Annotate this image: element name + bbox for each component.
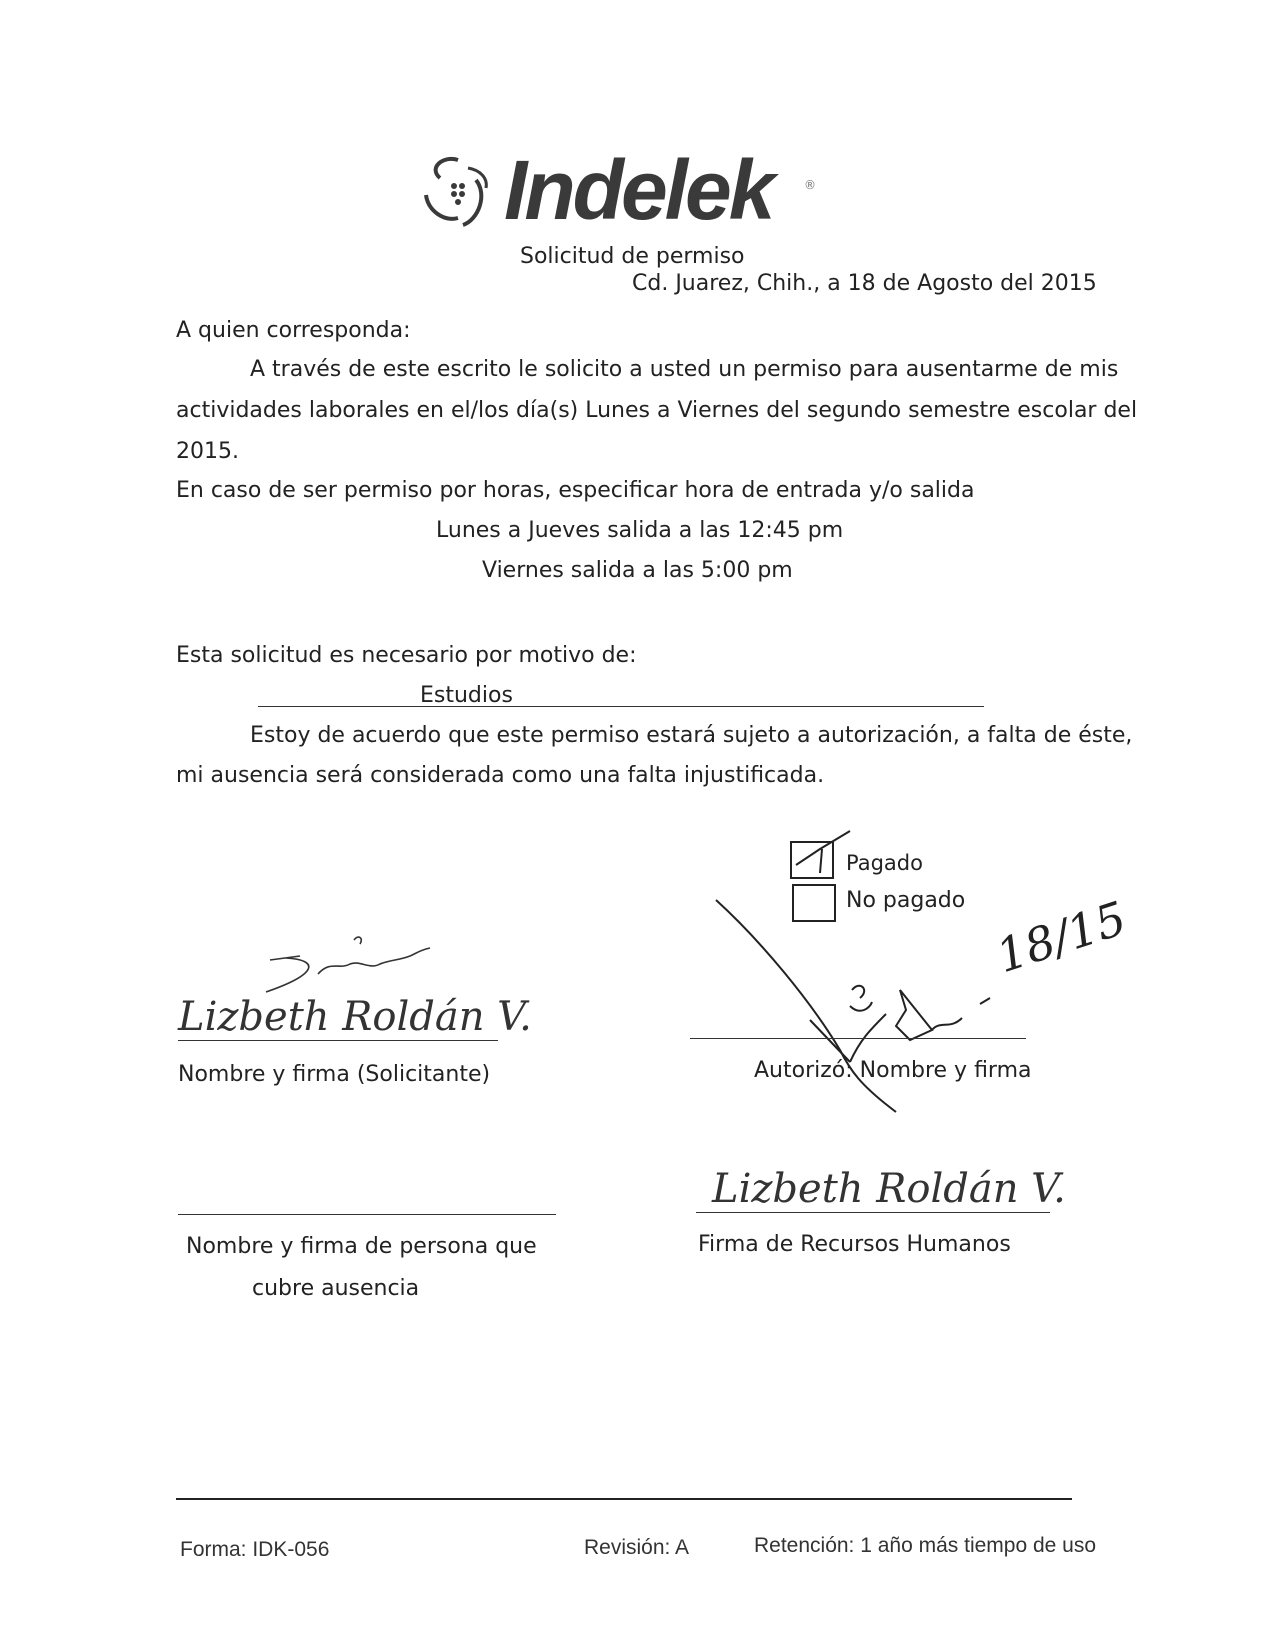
authorizer-signature-line — [690, 1038, 1026, 1039]
registered-symbol: ® — [804, 178, 816, 192]
unpaid-label: No pagado — [846, 888, 966, 913]
form-number: Forma: IDK-056 — [180, 1538, 330, 1561]
paid-label: Pagado — [846, 851, 923, 875]
hr-signature-name: Lizbeth Roldán V. — [712, 1166, 1066, 1212]
hr-label: Firma de Recursos Humanos — [698, 1232, 1011, 1257]
place-date: Cd. Juarez, Chih., a 18 de Agosto del 2015 — [632, 271, 1097, 296]
cover-signature-line — [178, 1214, 556, 1215]
hr-signature-line — [696, 1212, 1050, 1213]
greeting: A quien corresponda: — [176, 318, 411, 343]
request-line-3: 2015. — [176, 439, 239, 464]
paid-checkbox[interactable] — [790, 841, 834, 879]
company-logo — [418, 143, 816, 240]
hours-intro: En caso de ser permiso por horas, especificar hora de entrada y/o salida — [176, 478, 975, 503]
hours-line-2: Viernes salida a las 5:00 pm — [482, 558, 793, 583]
request-line-2: actividades laborales en el/los día(s) Lunes a Viernes del segundo semestre escolar del — [176, 398, 1138, 423]
cover-label-line-2: cubre ausencia — [252, 1276, 420, 1301]
reason-underline — [258, 706, 984, 707]
footer-rule — [176, 1498, 1072, 1500]
cover-label-line-1: Nombre y firma de persona que — [186, 1234, 537, 1259]
reason-label: Esta solicitud es necesario por motivo de: — [176, 643, 637, 668]
applicant-label: Nombre y firma (Solicitante) — [178, 1062, 491, 1087]
swirl-icon — [418, 150, 498, 240]
logo-text: Indelek — [504, 143, 773, 237]
applicant-signature-line — [178, 1040, 498, 1041]
applicant-signature-name: Lizbeth Roldán V. — [178, 994, 532, 1040]
authorizer-date: 18/15 — [989, 890, 1133, 984]
document-title: Solicitud de permiso — [520, 244, 745, 269]
reason-value: Estudios — [420, 683, 513, 708]
agreement-line-1: Estoy de acuerdo que este permiso estará sujeto a autorización, a falta de éste, — [250, 723, 1133, 748]
authorizer-label: Autorizó: Nombre y firma — [754, 1058, 1032, 1083]
revision: Revisión: A — [584, 1536, 690, 1559]
hours-line-1: Lunes a Jueves salida a las 12:45 pm — [436, 518, 844, 543]
request-line-1: A través de este escrito le solicito a usted un permiso para ausentarme de mis — [250, 357, 1119, 382]
retention: Retención: 1 año más tiempo de uso — [754, 1534, 1097, 1557]
agreement-line-2: mi ausencia será considerada como una falta injustificada. — [176, 763, 825, 788]
